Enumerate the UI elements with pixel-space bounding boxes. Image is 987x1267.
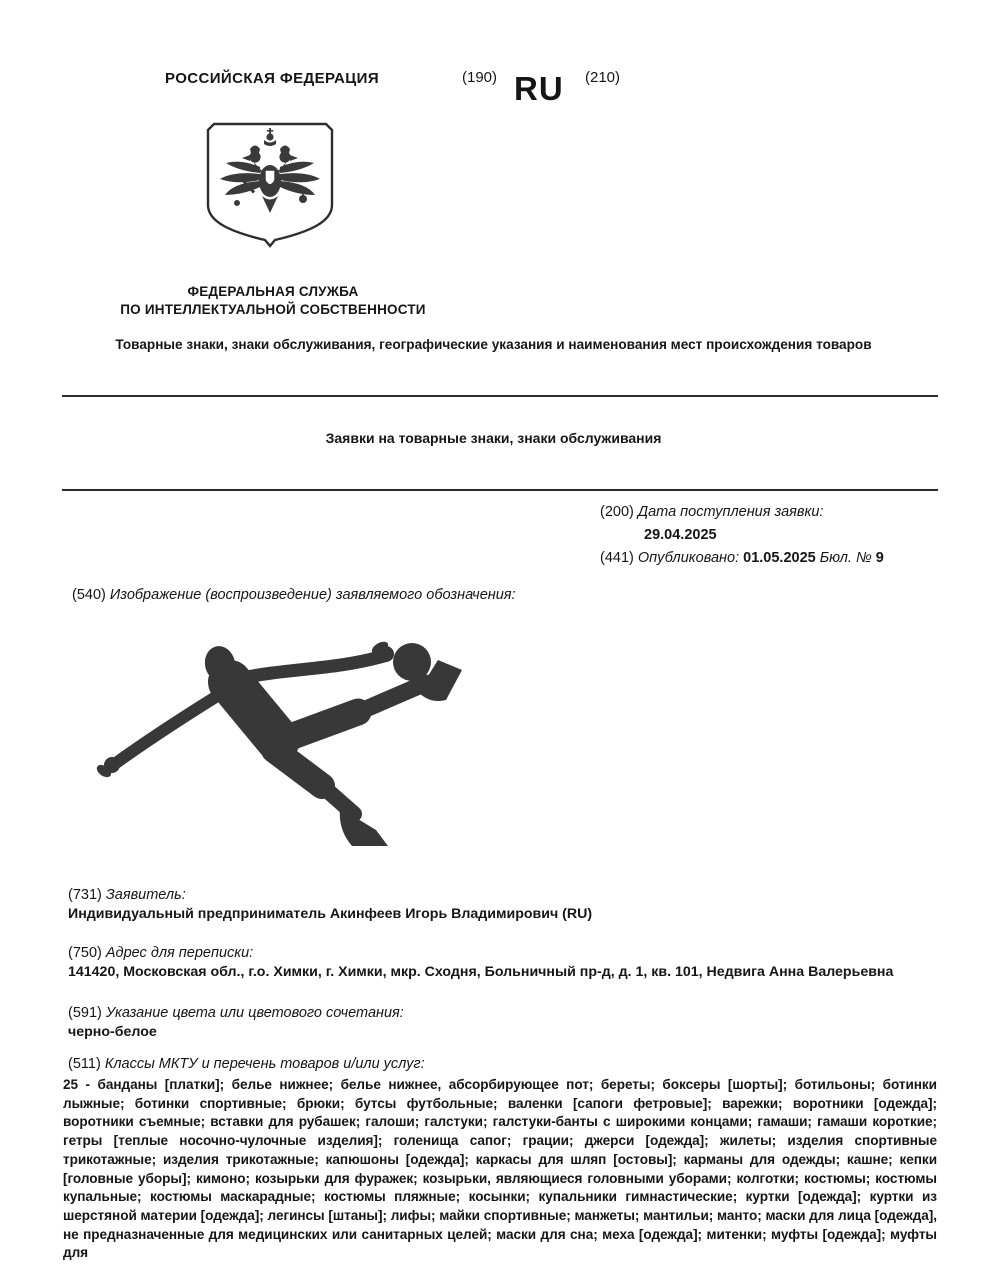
publication-label: Опубликовано:	[637, 550, 740, 566]
classes-label-line	[68, 1055, 425, 1073]
mark-image-label: Изображение (воспроизведение) заявляемого обозначения:	[109, 587, 516, 603]
inid-190: (190)	[462, 69, 498, 86]
applicant-value: Индивидуальный предприниматель Акинфеев Игорь Владимирович (RU)	[68, 906, 593, 922]
inid-511: (511)	[68, 1056, 101, 1072]
correspondence-label-line	[68, 944, 893, 962]
country-code: RU	[514, 70, 564, 107]
inid-210: (210)	[585, 69, 621, 86]
correspondence-value: 141420, Московская обл., г.о. Химки, г. Химки, мкр. Сходня, Больничный пр-д, д. 1, кв. 101, Недвига Анна Валерьевна	[68, 964, 894, 980]
inid-540: (540)	[72, 587, 106, 603]
dates-block	[600, 501, 884, 570]
goods-list: 25 - банданы [платки]; белье нижнее; белье нижнее, абсорбирующее пот; береты; боксеры [шорты]; ботильоны; ботинки лыжные; ботинки спортивные; брюки; бутсы футбольные; валенки [сапоги фетровые]; варежки; воротники [одежда]; воротники съемные; вставки для рубашек; галоши; галстуки; галстуки-банты с широкими концами; гамаши; гамаши короткие; гетры [теплые носочно-чулочные изделия]; голенища сапог; грации; джерси [одежда]; жилеты; изделия спортивные трикотажные; изделия трикотажные; капюшоны [одежда]; каркасы для шляп [остовы]; карманы для одежды; кашне; кепки [головные уборы]; кимоно; козырьки для фуражек; козырьки, являющиеся головными уборами; колготки; костюмы; костюмы купальные; костюмы маскарадные; костюмы пляжные; косынки; купальники гимнастические; куртки [одежда]; куртки из шерстяной материи [одежда]; легинсы [штаны]; лифы; майки спортивные; манжеты; мантильи; манто; маски для лица [одежда], не предназначенные для медицинских или санитарных целей; маски для сна; меха [одежда]; митенки; муфты [одежда]; муфты для	[63, 1077, 937, 1261]
inid-441: (441)	[600, 550, 634, 566]
divider	[62, 395, 938, 397]
coat-of-arms-russia-icon	[203, 119, 337, 249]
applicant-label-line	[68, 886, 592, 904]
authority-name	[78, 283, 468, 319]
authority-line2: ПО ИНТЕЛЛЕКТУАЛЬНОЙ СОБСТВЕННОСТИ	[120, 302, 426, 317]
inid-750: (750)	[68, 945, 102, 961]
color-value: черно-белое	[68, 1024, 157, 1040]
publication-line	[600, 547, 884, 570]
country-title: РОССИЙСКАЯ ФЕДЕРАЦИЯ	[165, 70, 380, 87]
filing-date-label-line	[600, 501, 884, 524]
filing-date-label: Дата поступления заявки:	[637, 504, 824, 520]
section-band: Товарные знаки, знаки обслуживания, географические указания и наименования мест происхождения товаров	[115, 337, 872, 352]
authority-line1: ФЕДЕРАЛЬНАЯ СЛУЖБА	[187, 284, 359, 299]
classes-label: Классы МКТУ и перечень товаров и/или услуг:	[104, 1056, 425, 1072]
filing-date-value: 29.04.2025	[644, 527, 717, 543]
inid-591: (591)	[68, 1005, 102, 1021]
bulletin-number: 9	[875, 550, 884, 566]
player-silhouette-icon	[90, 618, 495, 860]
trademark-mark-image	[90, 618, 495, 860]
subsection-title: Заявки на товарные знаки, знаки обслуживания	[325, 430, 662, 446]
inid-200: (200)	[600, 504, 634, 520]
applicant-section	[68, 886, 592, 923]
bulletin-label: Бюл. №	[819, 550, 872, 566]
divider	[62, 489, 938, 491]
mark-image-label-line	[72, 587, 516, 603]
correspondence-section	[68, 944, 893, 981]
color-label: Указание цвета или цветового сочетания:	[105, 1005, 404, 1021]
inid-731: (731)	[68, 887, 102, 903]
correspondence-label: Адрес для переписки:	[105, 945, 254, 961]
color-section	[68, 1004, 404, 1041]
publication-date: 01.05.2025	[743, 550, 816, 566]
applicant-label: Заявитель:	[105, 887, 186, 903]
color-label-line	[68, 1004, 404, 1022]
